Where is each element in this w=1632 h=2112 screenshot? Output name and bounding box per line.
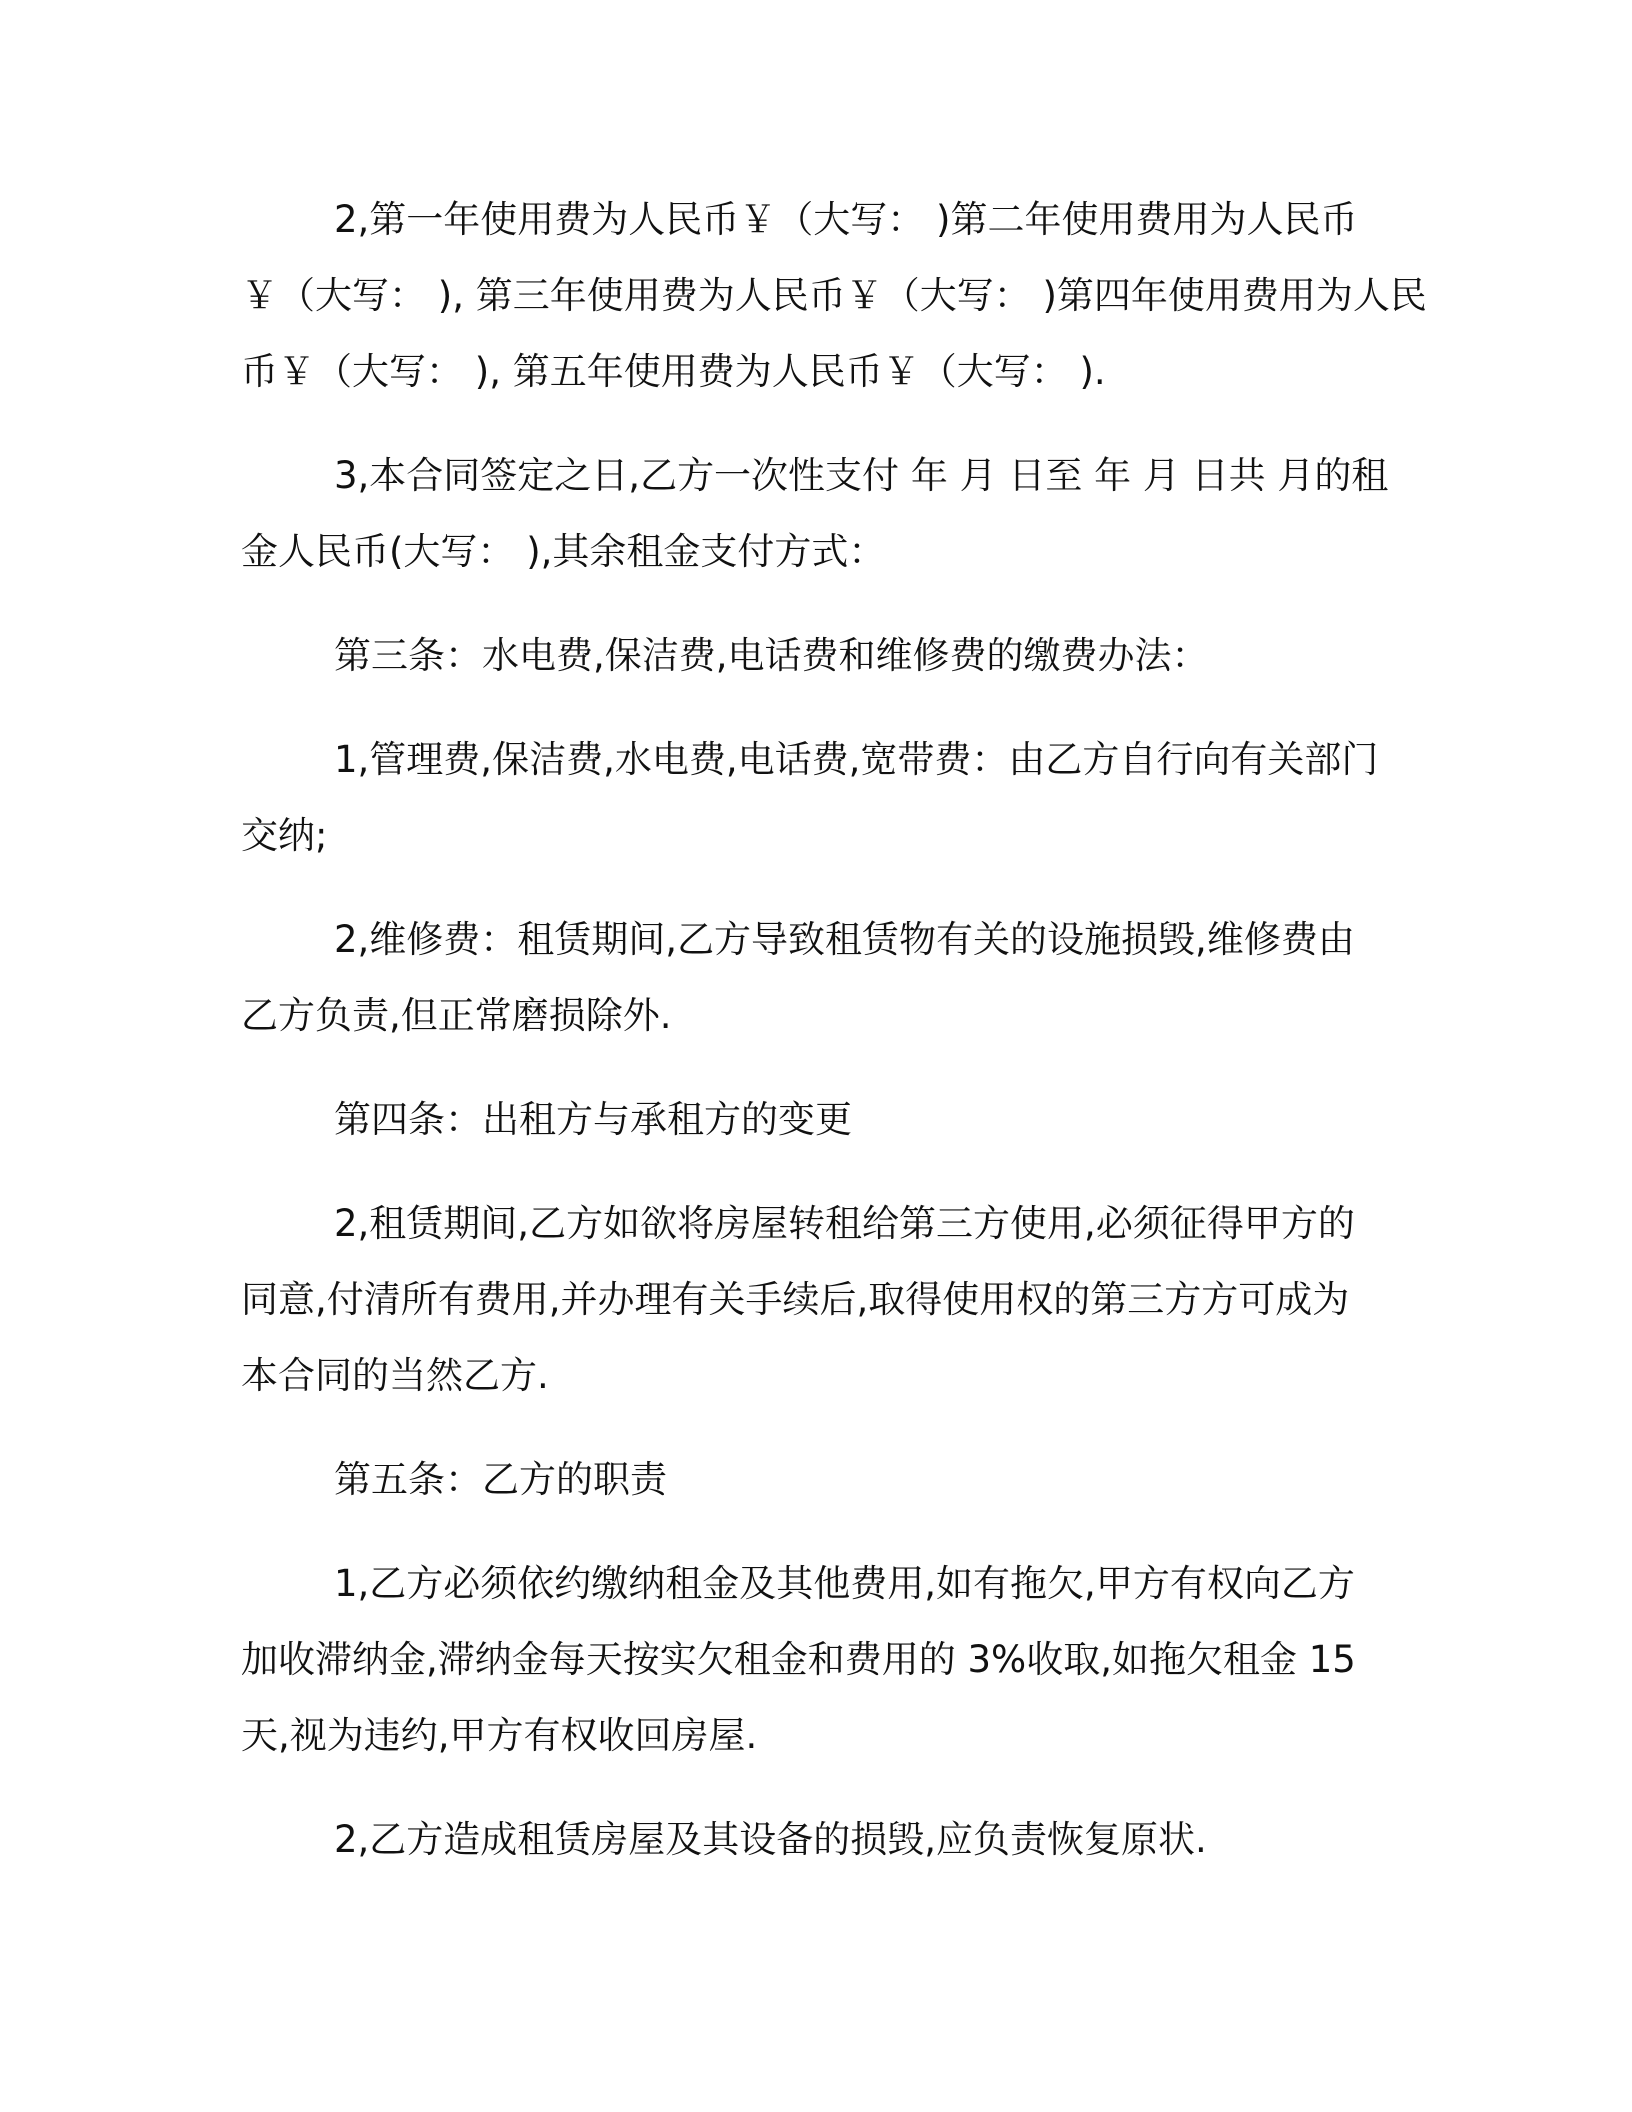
paragraph-line: 1,乙方必须依约缴纳租金及其他费用,如有拖欠,甲方有权向乙方: [334, 1562, 1355, 1605]
paragraph-line: 本合同的当然乙方.: [241, 1354, 549, 1397]
paragraph-line: 加收滞纳金,滞纳金每天按实欠租金和费用的 3%收取,如拖欠租金 15: [241, 1638, 1356, 1681]
paragraph-line: 2,乙方造成租赁房屋及其设备的损毁,应负责恢复原状.: [334, 1818, 1207, 1861]
paragraph-line: 2,维修费：租赁期间,乙方导致租赁物有关的设施损毁,维修费由: [334, 918, 1355, 961]
paragraph-line: 天,视为违约,甲方有权收回房屋.: [241, 1714, 758, 1757]
paragraph-line: 乙方负责,但正常磨损除外.: [241, 994, 672, 1037]
paragraph-line: 金人民币(大写： ),其余租金支付方式：: [241, 530, 886, 573]
paragraph-line: 币￥（大写： ), 第五年使用费为人民币￥（大写： ).: [241, 350, 1106, 393]
paragraph-line: ￥（大写： ), 第三年使用费为人民币￥（大写： )第四年使用费用为人民: [241, 274, 1427, 317]
paragraph-line: 3,本合同签定之日,乙方一次性支付 年 月 日至 年 月 日共 月的租: [334, 454, 1389, 497]
paragraph-line: 2,租赁期间,乙方如欲将房屋转租给第三方使用,必须征得甲方的: [334, 1202, 1355, 1245]
section-heading: 第四条：出租方与承租方的变更: [334, 1098, 852, 1141]
paragraph-line: 1,管理费,保洁费,水电费,电话费,宽带费：由乙方自行向有关部门: [334, 738, 1379, 781]
paragraph-line: 同意,付清所有费用,并办理有关手续后,取得使用权的第三方方可成为: [241, 1278, 1350, 1321]
section-heading: 第五条：乙方的职责: [334, 1458, 667, 1501]
paragraph-line: 2,第一年使用费为人民币￥（大写： )第二年使用费用为人民币: [334, 198, 1358, 241]
paragraph-line: 交纳;: [241, 814, 328, 857]
section-heading: 第三条：水电费,保洁费,电话费和维修费的缴费办法：: [334, 634, 1209, 677]
